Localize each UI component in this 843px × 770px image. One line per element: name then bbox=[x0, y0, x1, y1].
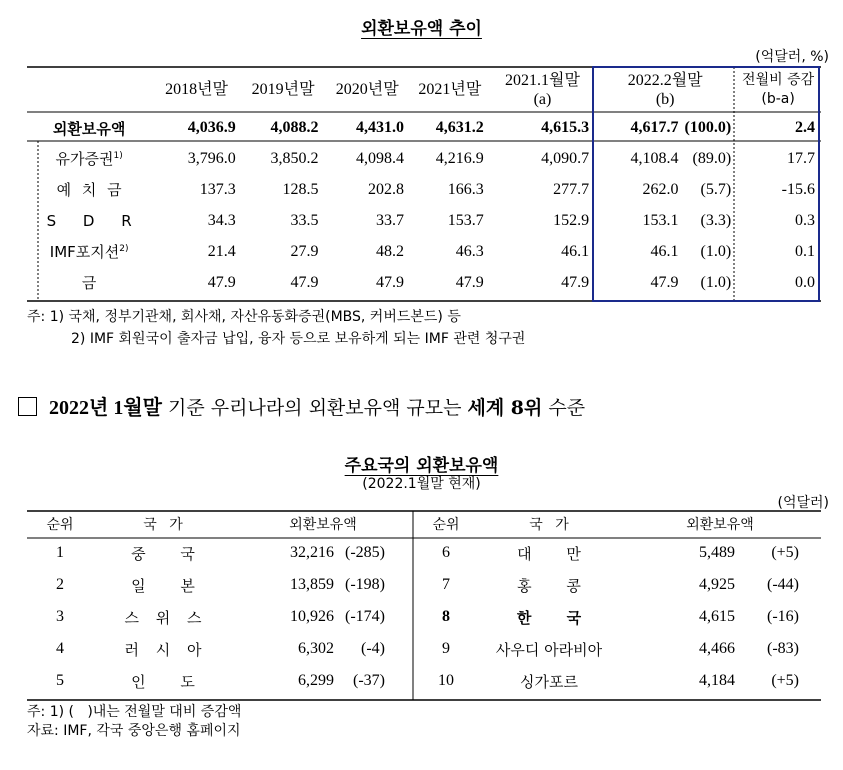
rank-cell: 3 bbox=[56, 608, 64, 625]
cell: 4,088.2 bbox=[270, 119, 319, 136]
cell: 27.9 bbox=[290, 242, 319, 260]
rank-cell: 6 bbox=[442, 544, 450, 561]
note-line: 2) IMF 회원국이 출자금 납입, 융자 등으로 보유하게 되는 IMF 관련 청구권 bbox=[71, 331, 526, 347]
country-cell: 인 도 bbox=[131, 672, 195, 691]
change-cell: (-198) bbox=[345, 576, 385, 593]
cell: 262.0 bbox=[642, 180, 679, 198]
value-cell: 13,859 bbox=[290, 576, 334, 593]
cell: 47.9 bbox=[455, 273, 484, 291]
header-cell: 외환보유액 bbox=[289, 516, 357, 533]
rank-cell: 8 bbox=[442, 608, 450, 625]
header-cell: 국 가 bbox=[529, 516, 569, 533]
value-cell: 4,615 bbox=[699, 608, 735, 625]
cell: 202.8 bbox=[368, 180, 405, 198]
row-label: 예 치 금 bbox=[56, 181, 122, 199]
country-cell: 일 본 bbox=[131, 576, 195, 595]
rank-cell: 9 bbox=[442, 640, 450, 657]
cell: -15.6 bbox=[781, 180, 815, 198]
table-row bbox=[27, 633, 821, 665]
cell: 47.9 bbox=[290, 273, 319, 291]
country-cell: 싱가포르 bbox=[520, 672, 578, 691]
cell: 0.3 bbox=[795, 211, 815, 229]
header-cell: 2022.2월말 (b) bbox=[627, 71, 703, 108]
table2-subtitle: (2022.1월말 현재) bbox=[362, 476, 481, 492]
rank-cell: 7 bbox=[442, 576, 450, 593]
table-row bbox=[27, 537, 821, 569]
cell: 4,615.3 bbox=[541, 119, 590, 136]
value-cell: 4,925 bbox=[699, 576, 735, 593]
rank-cell: 10 bbox=[438, 672, 454, 689]
country-cell: 스 위 스 bbox=[124, 608, 202, 627]
table1-header-row bbox=[27, 66, 821, 113]
country-cell: 홍 콩 bbox=[517, 576, 581, 595]
table-row bbox=[27, 143, 821, 174]
country-cell: 러 시 아 bbox=[124, 640, 202, 659]
table-row bbox=[27, 569, 821, 601]
major-countries-fx-table bbox=[27, 510, 821, 697]
cell: 46.1 bbox=[561, 242, 590, 260]
cell: (5.7) bbox=[700, 180, 732, 198]
note-line: 주: 1) ( )내는 전월말 대비 증감액 bbox=[27, 704, 242, 720]
header-cell: 국 가 bbox=[143, 516, 183, 533]
change-cell: (-285) bbox=[345, 544, 385, 561]
header-cell: 2019년말 bbox=[251, 81, 315, 98]
change-cell: (-83) bbox=[767, 640, 799, 657]
row-label: 유가증권$^{1)}$ bbox=[55, 150, 123, 168]
cell: 4,098.4 bbox=[356, 149, 405, 167]
cell: 152.9 bbox=[553, 211, 590, 229]
country-cell: 사우디 아라비아 bbox=[495, 640, 603, 659]
header-cell: 2021.1월말 (a) bbox=[504, 71, 580, 108]
cell: 48.2 bbox=[376, 242, 405, 260]
cell: 33.7 bbox=[376, 211, 405, 229]
table1-notes bbox=[27, 306, 525, 350]
cell: (3.3) bbox=[700, 211, 732, 229]
cell: 2.4 bbox=[795, 119, 815, 136]
cell: 33.5 bbox=[290, 211, 319, 229]
table-row bbox=[27, 113, 821, 143]
header-cell: 2018년말 bbox=[165, 81, 228, 98]
change-cell: (-174) bbox=[345, 608, 385, 625]
change-cell: (+5) bbox=[771, 672, 799, 689]
table-row bbox=[27, 601, 821, 633]
cell: 3,850.2 bbox=[270, 149, 319, 167]
note-line: 자료: IMF, 각국 중앙은행 홈페이지 bbox=[27, 723, 241, 739]
country-cell: 중 국 bbox=[131, 544, 195, 563]
table-row bbox=[27, 267, 821, 298]
value-cell: 4,466 bbox=[699, 640, 735, 657]
cell: 153.1 bbox=[642, 211, 679, 229]
header-cell bbox=[27, 66, 151, 113]
rank-cell: 5 bbox=[56, 672, 64, 689]
value-cell: 4,184 bbox=[699, 672, 735, 689]
table2-unit: (억달러) bbox=[777, 495, 829, 511]
cell: (1.0) bbox=[700, 273, 732, 291]
cell: 277.7 bbox=[553, 180, 590, 198]
header-cell: 순위 bbox=[46, 516, 74, 533]
cell: 4,090.7 bbox=[541, 149, 590, 167]
cell: 46.3 bbox=[455, 242, 484, 260]
row-label: IMF포지션$^{2)}$ bbox=[49, 243, 129, 261]
table2-header-row bbox=[27, 510, 821, 537]
value-cell: 6,299 bbox=[298, 672, 334, 689]
cell: 166.3 bbox=[447, 180, 484, 198]
table2-notes bbox=[27, 703, 241, 741]
cell: 0.0 bbox=[795, 273, 815, 291]
rank-cell: 1 bbox=[56, 544, 64, 561]
cell: 34.3 bbox=[207, 211, 236, 229]
cell: 4,431.0 bbox=[356, 119, 405, 136]
headline: 2022년 1월말 기준 우리나라의 외환보유액 규모는 세계 8위 수준 bbox=[18, 391, 585, 420]
change-cell: (-4) bbox=[361, 640, 385, 657]
cell: 4,216.9 bbox=[435, 149, 484, 167]
header-cell: 외환보유액 bbox=[686, 516, 754, 533]
cell: 46.1 bbox=[650, 242, 679, 260]
rank-cell: 2 bbox=[56, 576, 64, 593]
change-cell: (-16) bbox=[767, 608, 799, 625]
cell: 47.9 bbox=[376, 273, 405, 291]
value-cell: 5,489 bbox=[699, 544, 735, 561]
cell: 47.9 bbox=[561, 273, 590, 291]
change-cell: (-44) bbox=[767, 576, 799, 593]
value-cell: 10,926 bbox=[290, 608, 334, 625]
cell: 153.7 bbox=[447, 211, 484, 229]
row-label: S D R bbox=[46, 211, 132, 230]
table-row bbox=[27, 205, 821, 236]
value-cell: 6,302 bbox=[298, 640, 334, 657]
cell: 47.9 bbox=[207, 273, 236, 291]
table2-title: 주요국의 외환보유액 bbox=[344, 456, 499, 476]
fx-reserves-trend-table bbox=[27, 66, 821, 298]
country-cell: 대 만 bbox=[517, 544, 581, 563]
note-line: 주: 1) 국채, 정부기관채, 회사채, 자산유동화증권(MBS, 커버드본드) 등 bbox=[27, 309, 461, 325]
header-cell: 전월비 증감 (b-a) bbox=[742, 71, 815, 107]
rank-cell: 4 bbox=[56, 640, 64, 657]
value-cell: 32,216 bbox=[290, 544, 334, 561]
cell: (100.0) bbox=[684, 119, 732, 136]
cell: (89.0) bbox=[692, 149, 732, 167]
table-row bbox=[27, 665, 821, 697]
change-cell: (-37) bbox=[353, 672, 385, 689]
header-cell: 2021년말 bbox=[418, 81, 482, 98]
cell: 137.3 bbox=[199, 180, 236, 198]
cell: 47.9 bbox=[650, 273, 679, 291]
change-cell: (+5) bbox=[771, 544, 799, 561]
table1-title: 외환보유액 추이 bbox=[361, 19, 482, 39]
table-row bbox=[27, 236, 821, 267]
header-cell: 순위 bbox=[432, 516, 460, 533]
checkbox-square-icon bbox=[18, 397, 37, 416]
header-cell: 2020년말 bbox=[335, 81, 399, 98]
table1-unit: (억달러, %) bbox=[755, 49, 829, 65]
cell: 21.4 bbox=[207, 242, 236, 260]
country-cell: 한 국 bbox=[516, 608, 582, 627]
cell: 3,796.0 bbox=[187, 149, 236, 167]
cell: 17.7 bbox=[787, 149, 815, 167]
cell: 4,108.4 bbox=[630, 149, 679, 167]
row-label: 금 bbox=[81, 274, 97, 292]
cell: 0.1 bbox=[795, 242, 815, 260]
cell: 4,617.7 bbox=[630, 119, 679, 136]
cell: 4,631.2 bbox=[435, 119, 484, 136]
table-row bbox=[27, 174, 821, 205]
row-label: 외환보유액 bbox=[52, 119, 126, 138]
cell: (1.0) bbox=[700, 242, 732, 260]
cell: 128.5 bbox=[282, 180, 319, 198]
cell: 4,036.9 bbox=[187, 119, 236, 136]
